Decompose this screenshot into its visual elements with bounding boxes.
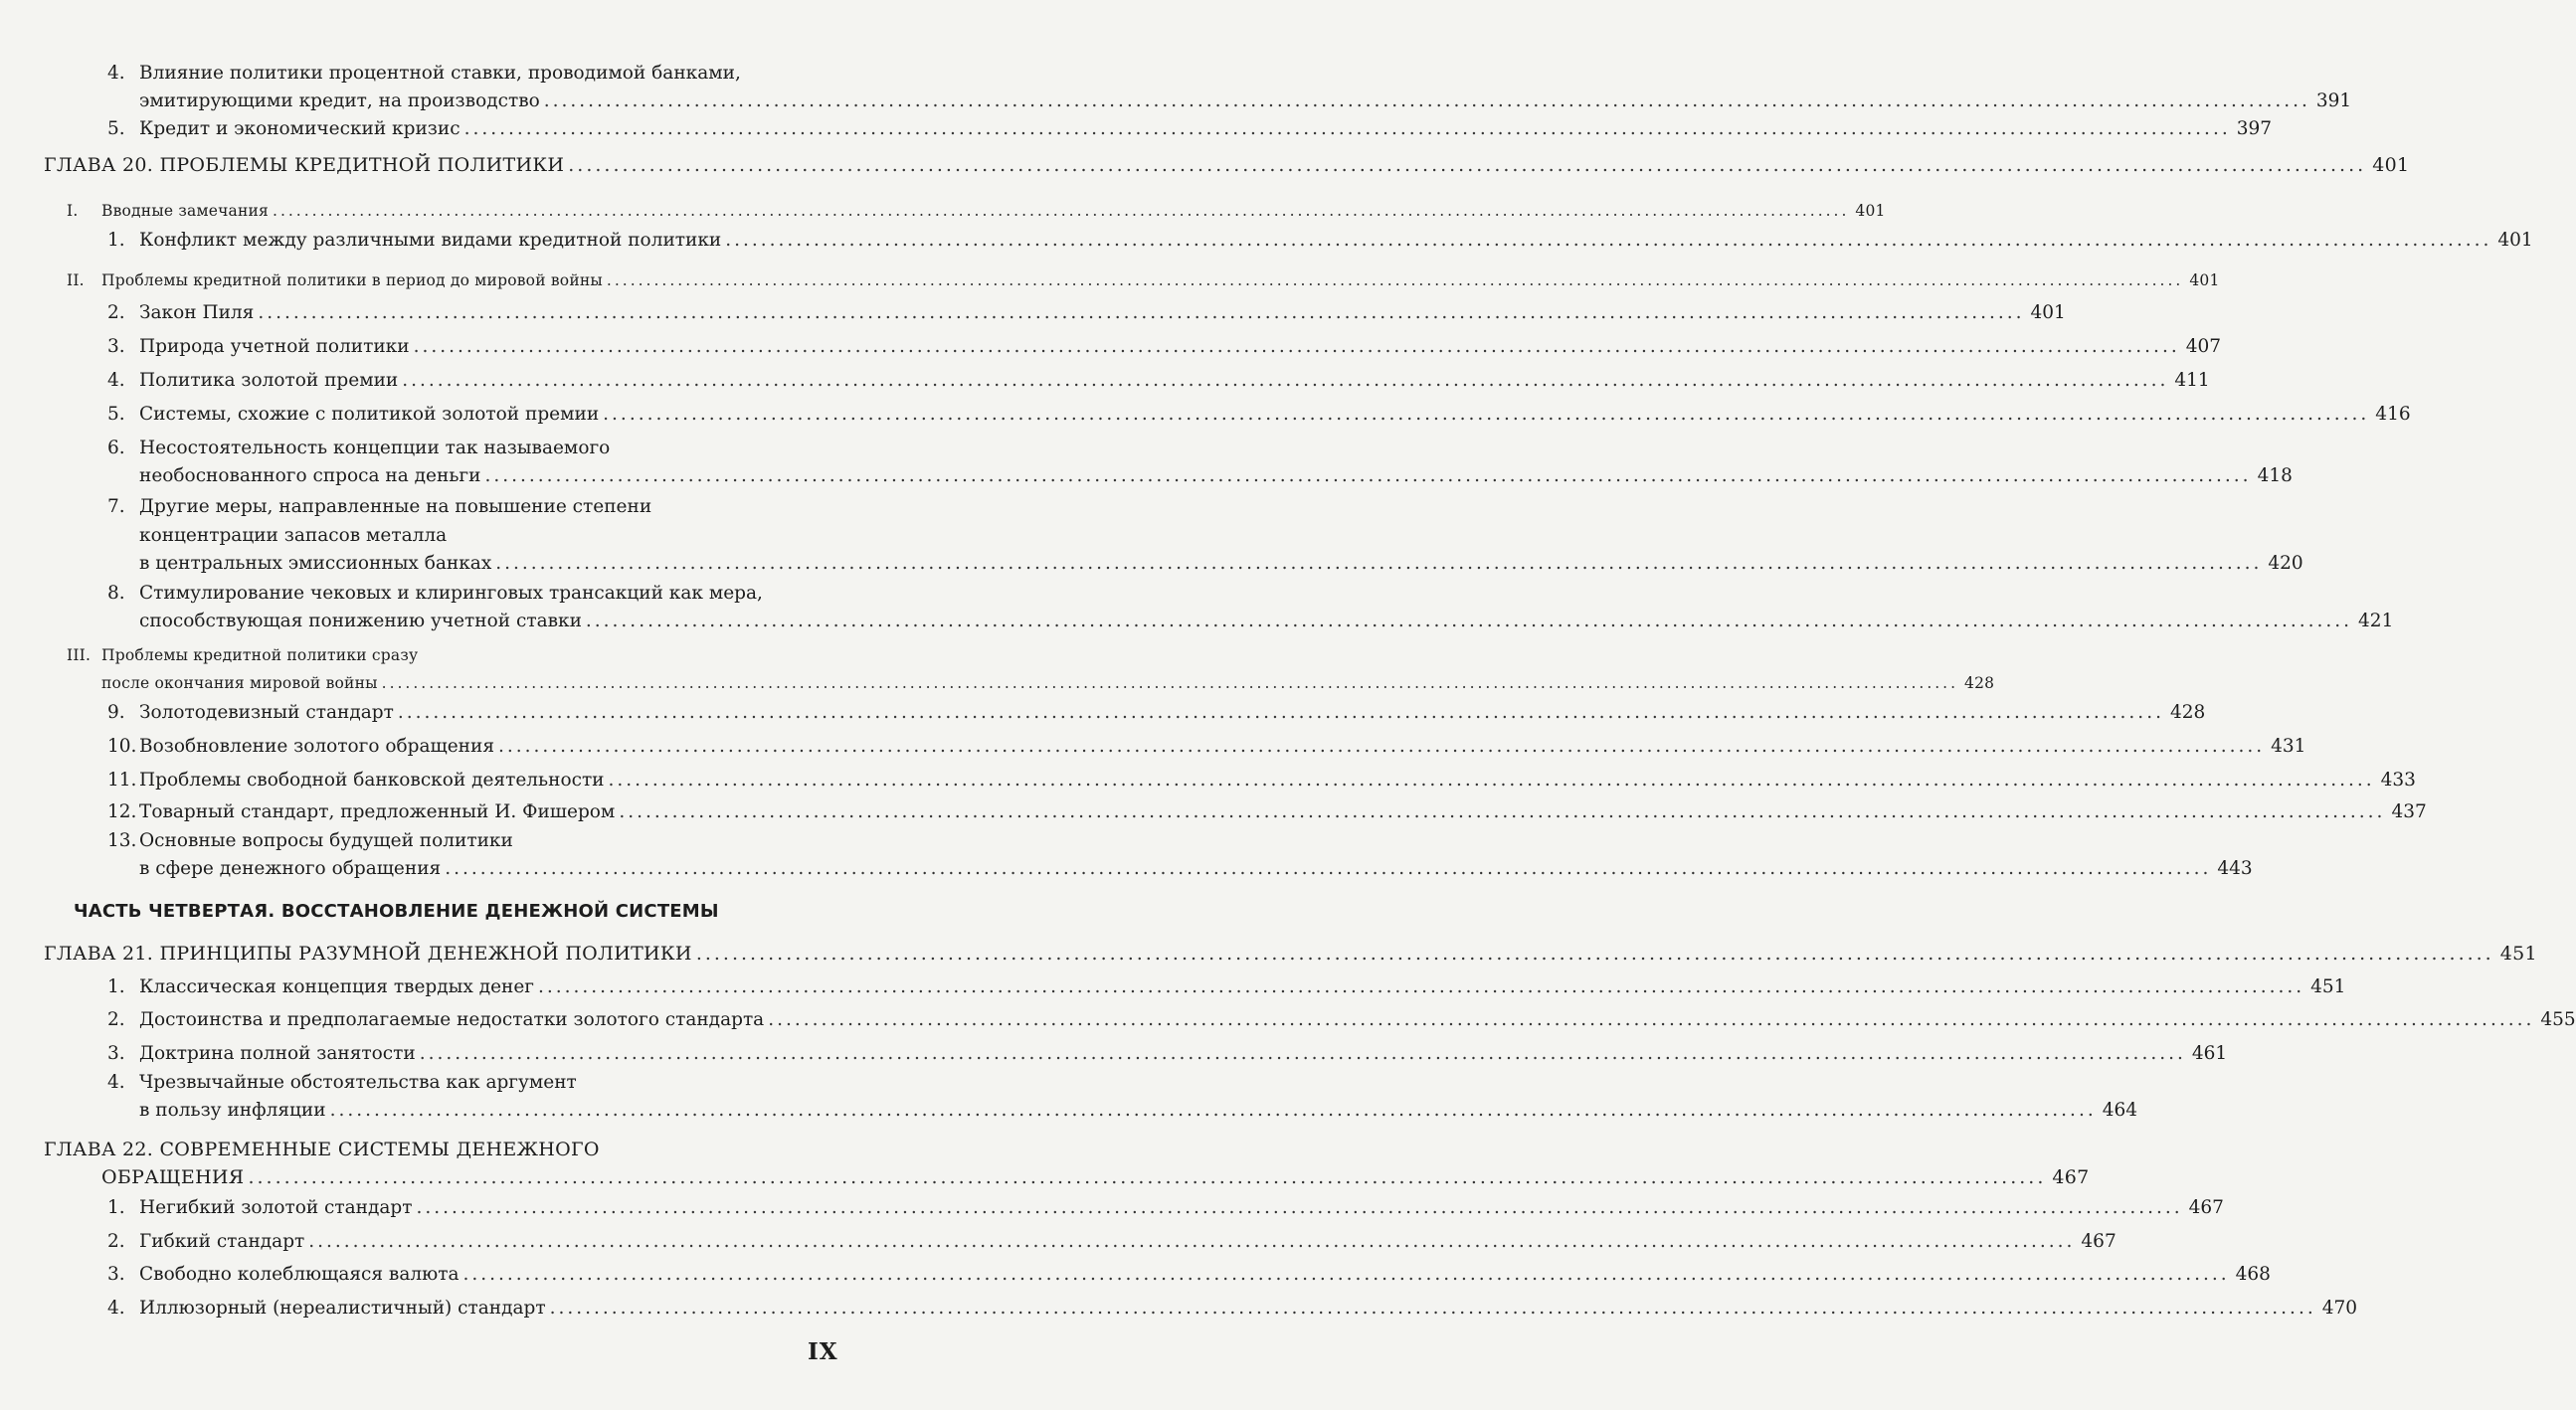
entry-page-number: 431 [2271,736,2306,757]
entry-line [139,1295,2358,1322]
entry-line: Чрезвычайные обстоятельства как аргумент [139,1072,577,1093]
entry-line [139,699,2206,727]
dot-leader: ........................................................................................................................................................................................................ [619,801,2386,822]
entry-line [101,1163,2090,1191]
entry-number: 1. [107,230,125,251]
entry-page-number: 416 [2375,404,2411,425]
entry-line [101,669,1995,697]
entry-line: Основные вопросы будущей политики [139,830,513,851]
entry-title: ГЛАВА 21. ПРИНЦИПЫ РАЗУМНОЙ ДЕНЕЖНОЙ ПОЛИТИКИ [44,943,692,965]
entry-line [139,973,2346,1001]
entry-line: Несостоятельность концепции так называемого [139,438,611,458]
entry-title: Негибкий золотой стандарт [139,1197,413,1218]
entry-number: 13. [107,830,137,851]
entry-page-number: 467 [2052,1166,2090,1188]
entry-line [101,266,2220,294]
dot-leader: ........................................................................................................................................................................................................ [768,1009,2535,1030]
entry-number: 2. [107,302,125,323]
entry-line [139,401,2411,429]
entry-line [139,367,2210,395]
entry-line [139,733,2306,761]
entry-page-number: 451 [2310,976,2346,997]
entry-page-number: 470 [2321,1298,2358,1319]
entry-number: 3. [107,1264,125,1285]
dot-leader: ........................................................................................................................................................................................................ [568,154,2367,176]
entry-title: необоснованного спроса на деньги [139,465,481,486]
dot-leader: ........................................................................................................................................................................................................ [397,702,2164,723]
entry-title: эмитирующими кредит, на производство [139,90,540,111]
entry-page-number: 455 [2540,1009,2576,1030]
entry-title: Классическая концепция твердых денег [139,976,535,997]
entry-page-number: 401 [2372,154,2410,176]
entry-page-number: 418 [2257,465,2293,486]
entry-page-number: 428 [1964,674,1995,692]
dot-leader: ........................................................................................................................................................................................................ [308,1231,2076,1252]
entry-number: III. [67,646,92,664]
entry-title: после окончания мировой войны [101,674,378,692]
entry-line [139,88,2352,115]
entry-page-number: 401 [1855,202,1886,220]
entry-title: Природа учетной политики [139,336,410,357]
entry-page-number: 433 [2380,770,2416,791]
entry-page-number: 443 [2217,858,2253,879]
entry-page-number: 468 [2235,1264,2271,1285]
entry-title: способствующая понижению учетной ставки [139,611,582,631]
entry-title: Иллюзорный (нереалистичный) стандарт [139,1298,546,1319]
dot-leader: ........................................................................................................................................................................................................ [413,336,2180,357]
entry-title: Гибкий стандарт [139,1231,305,1252]
entry-title: Закон Пиля [139,302,255,323]
entry-line [44,151,2410,179]
entry-number: II. [67,271,85,289]
entry-line [139,1097,2138,1125]
dot-leader: ........................................................................................................................................................................................................ [498,736,2266,757]
entry-line: концентрации запасов металла [139,525,448,546]
entry-page-number: 464 [2102,1100,2138,1121]
entry-number: 10. [107,736,137,757]
entry-title: Политика золотой премии [139,370,399,391]
entry-number: 4. [107,63,125,84]
entry-title: Проблемы свободной банковской деятельности [139,770,605,791]
entry-title: Проблемы кредитной политики в период до мировой войны [101,271,603,289]
entry-number: 3. [107,336,125,357]
entry-number: 1. [107,1197,125,1218]
entry-page-number: 391 [2315,90,2352,111]
dot-leader: ........................................................................................................................................................................................................ [462,1264,2230,1285]
dot-leader: ........................................................................................................................................................................................................ [725,230,2492,251]
entry-page-number: 397 [2236,118,2273,139]
entry-number: 2. [107,1009,125,1030]
entry-title: Достоинства и предполагаемые недостатки золотого стандарта [139,1009,765,1030]
entry-number: 2. [107,1231,125,1252]
entry-page-number: 437 [2391,801,2427,822]
entry-line [44,940,2537,968]
dot-leader: ........................................................................................................................................................................................................ [416,1197,2183,1218]
entry-page-number: 401 [2030,302,2066,323]
entry-title: ОБРАЩЕНИЯ [101,1166,245,1188]
entry-line: ГЛАВА 22. СОВРЕМЕННЫЕ СИСТЕМЫ ДЕНЕЖНОГО [44,1139,600,1160]
entry-title: в сфере денежного обращения [139,858,442,879]
entry-page-number: 461 [2191,1043,2228,1064]
entry-line [139,855,2253,883]
dot-leader: ........................................................................................................................................................................................................ [258,302,2025,323]
dot-leader: ........................................................................................................................................................................................................ [329,1100,2097,1121]
entry-line: Проблемы кредитной политики сразу [101,646,419,664]
entry-number: 4. [107,1072,125,1093]
entry-line [139,333,2222,361]
dot-leader: ........................................................................................................................................................................................................ [402,370,2169,391]
entry-line [139,1040,2228,1068]
entry-title: Свободно колеблющаяся валюта [139,1264,460,1285]
dot-leader: ........................................................................................................................................................................................................ [606,271,2184,289]
entry-number: 7. [107,496,125,517]
entry-page-number: 428 [2169,702,2206,723]
entry-number: 12. [107,801,137,822]
dot-leader: ........................................................................................................................................................................................................ [445,858,2212,879]
entry-line [101,197,1886,225]
page-number: IX [808,1338,838,1365]
entry-number: 6. [107,438,125,458]
entry-title: Вводные замечания [101,202,270,220]
entry-page-number: 421 [2358,611,2394,631]
entry-page-number: 467 [2188,1197,2224,1218]
dot-leader: ........................................................................................................................................................................................................ [585,611,2353,631]
entry-line: ЧАСТЬ ЧЕТВЕРТАЯ. ВОССТАНОВЛЕНИЕ ДЕНЕЖНОЙ СИСТЕМЫ [74,901,719,922]
entry-line [139,767,2416,794]
entry-line [139,1261,2271,1289]
dot-leader: ........................................................................................................................................................................................................ [608,770,2375,791]
entry-number: 5. [107,118,125,139]
dot-leader: ........................................................................................................................................................................................................ [695,943,2494,965]
entry-page-number: 467 [2081,1231,2116,1252]
entry-number: 4. [107,370,125,391]
entry-line [139,550,2303,578]
entry-line [139,1006,2576,1034]
entry-line [139,1228,2116,1256]
entry-title: в центральных эмиссионных банках [139,553,492,574]
entry-title: Кредит и экономический кризис [139,118,460,139]
entry-page-number: 411 [2174,370,2210,391]
entry-title: Конфликт между различными видами кредитной политики [139,230,722,251]
entry-title: Доктрина полной занятости [139,1043,416,1064]
entry-line [139,1194,2224,1222]
entry-number: 9. [107,702,125,723]
entry-line [139,462,2293,490]
entry-number: 1. [107,976,125,997]
entry-line: Другие меры, направленные на повышение степени [139,496,652,517]
entry-number: 4. [107,1298,125,1319]
entry-page-number: 401 [2189,271,2220,289]
dot-leader: ........................................................................................................................................................................................................ [273,202,1850,220]
entry-number: 11. [107,770,137,791]
dot-leader: ........................................................................................................................................................................................................ [549,1298,2316,1319]
entry-line [139,227,2533,255]
dot-leader: ........................................................................................................................................................................................................ [484,465,2252,486]
entry-line: Стимулирование чековых и клиринговых трансакций как мера, [139,583,763,604]
entry-title: Системы, схожие с политикой золотой премии [139,404,600,425]
entry-title: Золотодевизный стандарт [139,702,394,723]
entry-line [139,299,2066,327]
entry-number: I. [67,202,79,220]
entry-page-number: 420 [2268,553,2303,574]
entry-title: Возобновление золотого обращения [139,736,495,757]
entry-line [139,115,2273,143]
dot-leader: ........................................................................................................................................................................................................ [495,553,2263,574]
entry-page-number: 401 [2497,230,2533,251]
entry-title: ГЛАВА 20. ПРОБЛЕМЫ КРЕДИТНОЙ ПОЛИТИКИ [44,154,565,176]
entry-number: 3. [107,1043,125,1064]
entry-page-number: 451 [2499,943,2537,965]
entry-line [139,798,2427,826]
entry-number: 5. [107,404,125,425]
entry-title: Товарный стандарт, предложенный И. Фишером [139,801,616,822]
dot-leader: ........................................................................................................................................................................................................ [381,674,1959,692]
entry-line [139,608,2394,635]
dot-leader: ........................................................................................................................................................................................................ [463,118,2231,139]
entry-title: в пользу инфляции [139,1100,326,1121]
dot-leader: ........................................................................................................................................................................................................ [543,90,2310,111]
entry-page-number: 407 [2185,336,2222,357]
dot-leader: ........................................................................................................................................................................................................ [538,976,2305,997]
entry-number: 8. [107,583,125,604]
dot-leader: ........................................................................................................................................................................................................ [603,404,2370,425]
entry-line: Влияние политики процентной ставки, проводимой банками, [139,63,741,84]
dot-leader: ........................................................................................................................................................................................................ [248,1166,2047,1188]
dot-leader: ........................................................................................................................................................................................................ [419,1043,2186,1064]
